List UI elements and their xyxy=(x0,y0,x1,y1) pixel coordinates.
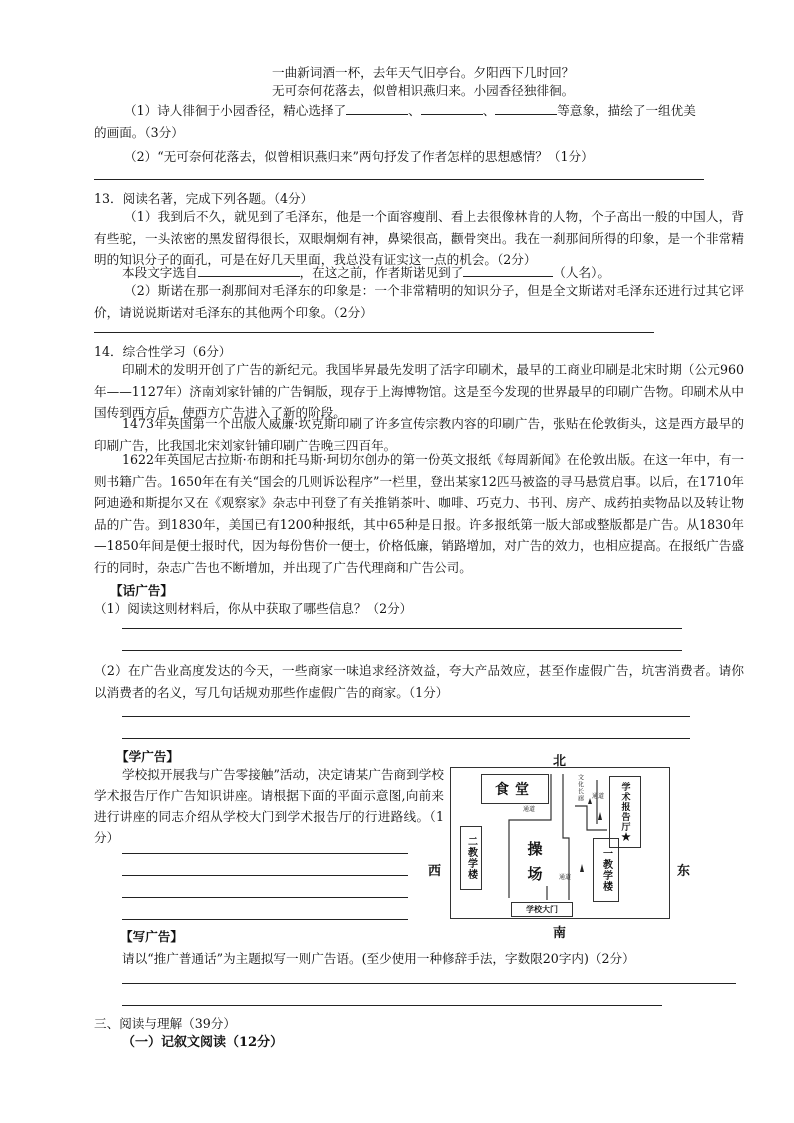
answer-line[interactable] xyxy=(122,1005,662,1006)
arrow-icon xyxy=(580,864,584,872)
arrow-icon xyxy=(598,812,602,820)
map-canteen: 食堂 xyxy=(481,774,549,804)
answer-line[interactable] xyxy=(94,332,654,333)
answer-blank[interactable] xyxy=(421,101,483,115)
q14-para-3: 1622年英国尼古拉斯·布朗和托马斯·珂切尔创办的第一份英文报纸《每周新闻》在伦敦出版。在这一年中，有一则书籍广告。1650年在有关“国会的几则诉讼程序”一栏里，登出某家12匹马被盗的寻马悬赏启事。以后，在1710年阿迪逊和斯提尔又在《观察家》杂志中刊登了有关推销茶叶、咖啡、巧克力、书刊、房产、成药拍卖物品以及转让物品的广告。到1830年，美国已有1200种报纸，其中65种是日报。许多报纸第一版大部或整版都是广告。从1830年—1850年间是便士报时代，因为每份售价一便士，价格低廉，销路增加，对广告的效力，也相应提高。在报纸广告盛行的同时，杂志广告也不断增加，并出现了广告代理商和广告公司。 xyxy=(94,452,744,575)
answer-line[interactable] xyxy=(122,738,690,739)
answer-blank[interactable] xyxy=(495,101,557,115)
answer-line[interactable] xyxy=(122,716,690,717)
map-playground: 操场 xyxy=(525,841,544,891)
compass-west: 西 xyxy=(428,864,442,879)
q13-source-question xyxy=(122,262,610,281)
answer-line[interactable] xyxy=(122,875,408,876)
campus-map xyxy=(450,767,670,919)
answer-blank[interactable] xyxy=(198,263,300,277)
q14-para-2: 1473年英国第一个出版人威廉·坎克斯印刷了许多宣传宗教内容的印刷广告，张贴在伦敦街头，这是西方最早的印刷广告，比我国北宋刘家针铺印刷广告晚三四百年。 xyxy=(94,416,744,453)
q14-q1: （1）阅读这则材料后，你从中获取了哪些信息？（2分） xyxy=(94,601,413,616)
map-culture-corridor: 文化长廊 xyxy=(576,774,584,802)
q14-heading-write: 【写广告】 xyxy=(120,929,183,944)
map-aisle-label: 通道 xyxy=(523,806,536,813)
answer-line[interactable] xyxy=(122,853,408,854)
q13-passage: （1）我到后不久，就见到了毛泽东，他是一个面容瘦削、看上去很像林肯的人物，个子高出一般的中国人，背有些驼，一头浓密的黑发留得很长，双眼炯炯有神，鼻梁很高，颧骨突出。我在一刹那间所得的印象，是一个非常精明的知识分子的面孔，可是在好几天里面，我总没有证实这一点的机会。（2分） xyxy=(94,209,744,267)
q13-source-text-b: ，在这之前，作者斯诺见到了 xyxy=(299,265,464,280)
answer-line[interactable] xyxy=(122,919,408,920)
poem-line-2: 无可奈何花落去，似曾相识燕归来。小园香径独徘徊。 xyxy=(272,83,575,98)
q12-sub1 xyxy=(124,100,696,119)
compass-east: 东 xyxy=(677,864,691,879)
answer-blank[interactable] xyxy=(346,101,408,115)
q14-heading-learn: 【学广告】 xyxy=(116,749,179,764)
q13-title: 13．阅读名著，完成下列各题。（4分） xyxy=(94,191,314,206)
answer-line[interactable] xyxy=(122,897,408,898)
q12-sub1-text-b: 等意象，描绘了一组优美 xyxy=(557,103,696,118)
answer-line[interactable] xyxy=(122,650,682,651)
map-aisle-label: 通道 xyxy=(592,793,605,800)
map-lecture-hall: 学术报告厅★ xyxy=(609,776,641,848)
q13-source-text-c: （人名）。 xyxy=(553,265,610,280)
compass-north: 北 xyxy=(553,754,567,769)
section-3-title: 三、阅读与理解（39分） xyxy=(94,1016,236,1031)
section-3-subtitle: （一）记叙文阅读（12分） xyxy=(122,1035,284,1050)
answer-line[interactable] xyxy=(122,983,736,984)
answer-blank[interactable] xyxy=(463,263,553,277)
map-aisle-label: 通道 xyxy=(559,874,572,881)
poem-line-1: 一曲新词酒一杯，去年天气旧亭台。夕阳西下几时回？ xyxy=(272,65,575,80)
map-building-2: 二教学楼 xyxy=(460,826,482,890)
answer-line[interactable] xyxy=(94,179,704,180)
q14-q2: （2）在广告业高度发达的今天，一些商家一味追求经济效益，夸大产品效应，甚至作虚假广告，坑害消费者。请你以消费者的名义，写几句话规劝那些作虚假广告的商家。（1分） xyxy=(94,663,744,700)
compass-south: 南 xyxy=(553,926,567,941)
q13-sub2: （2）斯诺在那一刹那间对毛泽东的印象是：一个非常精明的知识分子，但是全文斯诺对毛泽东还进行过其它评价，请说说斯诺对毛泽东的其他两个印象。（2分） xyxy=(94,283,744,320)
q12-sep: 、 xyxy=(482,103,496,118)
q14-write-text: 请以“推广普通话”为主题拟写一则广告语。(至少使用一种修辞手法，字数限20字内)（2分） xyxy=(122,951,635,966)
map-building-1: 一教学楼 xyxy=(593,838,619,902)
q14-learn-body: 学校拟开展我与广告零接触”活动，决定请某广告商到学校学术报告厅作广告知识讲座。请根据下面的平面示意图,向前来进行讲座的同志介绍从学校大门到学术报告厅的行进路线。（1分） xyxy=(94,767,444,845)
answer-line[interactable] xyxy=(122,628,682,629)
q12-sub2: （2）“无可奈何花落去，似曾相识燕归来”两句抒发了作者怎样的思想感情？（1分） xyxy=(124,149,594,164)
q14-title: 14．综合性学习（6分） xyxy=(94,344,232,359)
q12-sub1-tail: 的画面。（3分） xyxy=(94,125,184,140)
map-school-gate: 学校大门 xyxy=(511,902,573,917)
q14-heading-talk: 【话广告】 xyxy=(110,583,173,598)
q12-sep: 、 xyxy=(408,103,421,118)
q12-sub1-text-a: （1）诗人徘徊于小园香径，精心选择了 xyxy=(124,103,347,118)
q13-source-text-a: 本段文字选自 xyxy=(122,265,198,280)
q14-para-1: 印刷术的发明开创了广告的新纪元。我国毕昇最先发明了活字印刷术，最早的工商业印刷是北宋时期（公元960年——1127年）济南刘家针铺的广告铜版，现存于上海博物馆。这是至今发现的世界最早的印刷广告物。印刷术从中国传到西方后，使西方广告进入了新的阶段。 xyxy=(94,362,744,420)
